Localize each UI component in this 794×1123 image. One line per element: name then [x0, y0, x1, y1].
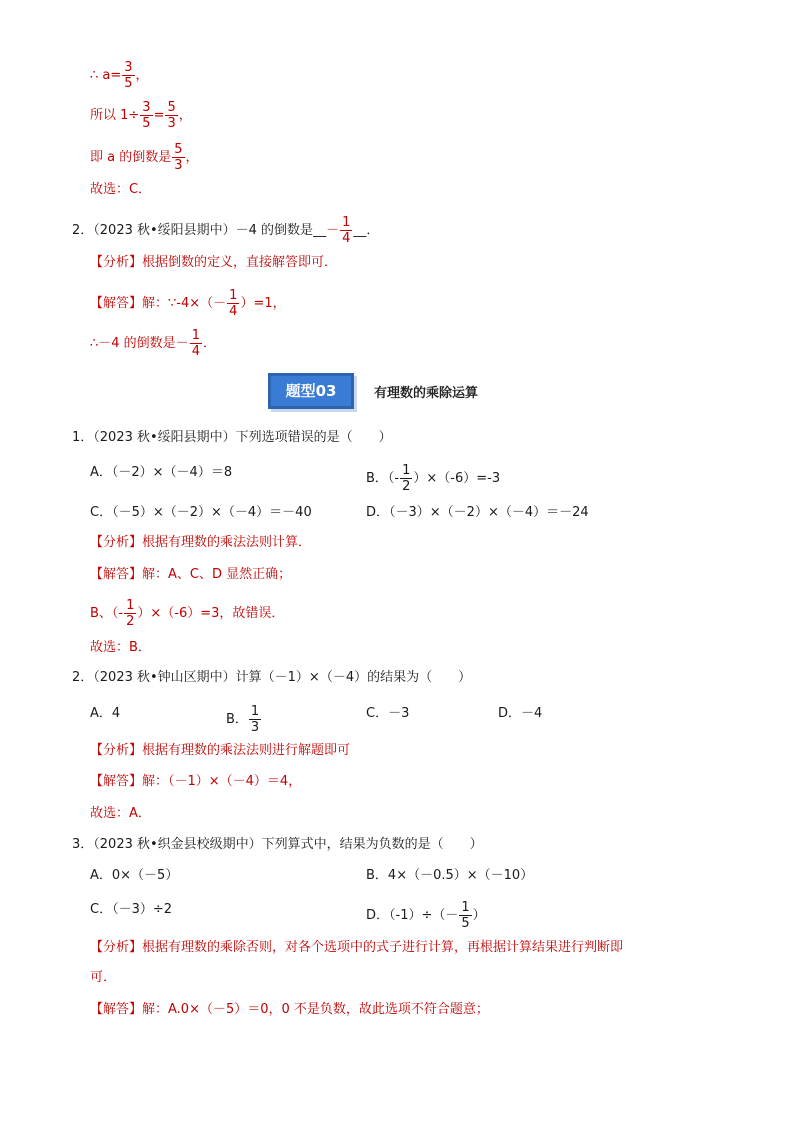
- text-line: ∴ a= $\frac{3}{5}$ ，: [90, 60, 149, 91]
- answer-text: 【解答】解：∵-4×（－ $\frac{1}{4}$ ）=1，: [90, 288, 286, 319]
- section-badge: 题型03: [268, 373, 354, 409]
- option-a: A．（－2）×（－4）＝8: [90, 465, 233, 480]
- question-stem: 2．（2023 秋•钟山区期中）计算（－1）×（－4）的结果为（ ）: [72, 670, 472, 685]
- option-a: A．4: [90, 706, 121, 721]
- question-stem: 3．（2023 秋•织金县校级期中）下列算式中，结果为负数的是（ ）: [72, 837, 483, 852]
- answer-text: 【解答】解：（－1）×（－4）＝4，: [90, 774, 302, 789]
- text-line: 即 a 的倒数是 $\frac{5}{3}$ ，: [90, 142, 199, 173]
- answer-choice: 故选：B．: [90, 640, 151, 655]
- question-stem: 1．（2023 秋•绥阳县期中）下列选项错误的是（ ）: [72, 430, 392, 445]
- answer-choice: 故选：A．: [90, 806, 151, 821]
- option-b: B．4×（－0.5）×（－10）: [366, 868, 534, 883]
- question-stem: 2．（2023 秋•绥阳县期中）－4 的倒数是__－ $\frac{1}{4}$ __．: [72, 215, 380, 246]
- answer-text: B、（- $\frac{1}{2}$ ）×（-6）=3，故错误．: [90, 598, 285, 629]
- answer-choice: 故选：C．: [90, 182, 152, 197]
- option-d: D．－4: [498, 706, 543, 721]
- section-topic: 有理数的乘除运算: [374, 386, 479, 401]
- option-d: D．（-1）÷（－ $\frac{1}{5}$ ）: [366, 900, 486, 931]
- option-c: C．（－5）×（－2）×（－4）＝－40: [90, 505, 312, 520]
- option-d: D．（－3）×（－2）×（－4）＝－24: [366, 505, 589, 520]
- analysis-text: 【分析】根据有理数的乘法法则计算．: [90, 535, 312, 550]
- analysis-text: 可．: [90, 970, 117, 985]
- option-c: C．－3: [366, 706, 410, 721]
- text-line: 所以 1÷ $\frac{3}{5}$ = $\frac{5}{3}$ ，: [90, 100, 192, 131]
- answer-text: ∴－4 的倒数是－ $\frac{1}{4}$ ．: [90, 328, 216, 359]
- analysis-text: 【分析】根据倒数的定义，直接解答即可．: [90, 255, 338, 270]
- option-c: C．（－3）÷2: [90, 902, 173, 917]
- answer-text: 【解答】解：A、C、D 显然正确；: [90, 567, 292, 582]
- option-b: B．（- $\frac{1}{2}$ ）×（-6）=-3: [366, 463, 501, 494]
- analysis-text: 【分析】根据有理数的乘除否则，对各个选项中的式子进行计算，再根据计算结果进行判断即: [90, 940, 624, 955]
- option-a: A．0×（－5）: [90, 868, 179, 883]
- analysis-text: 【分析】根据有理数的乘法法则进行解题即可: [90, 743, 351, 758]
- answer-text: 【解答】解：A.0×（－5）＝0，0 不是负数，故此选项不符合题意；: [90, 1002, 489, 1017]
- option-b: B． $\frac{1}{3}$: [226, 704, 260, 735]
